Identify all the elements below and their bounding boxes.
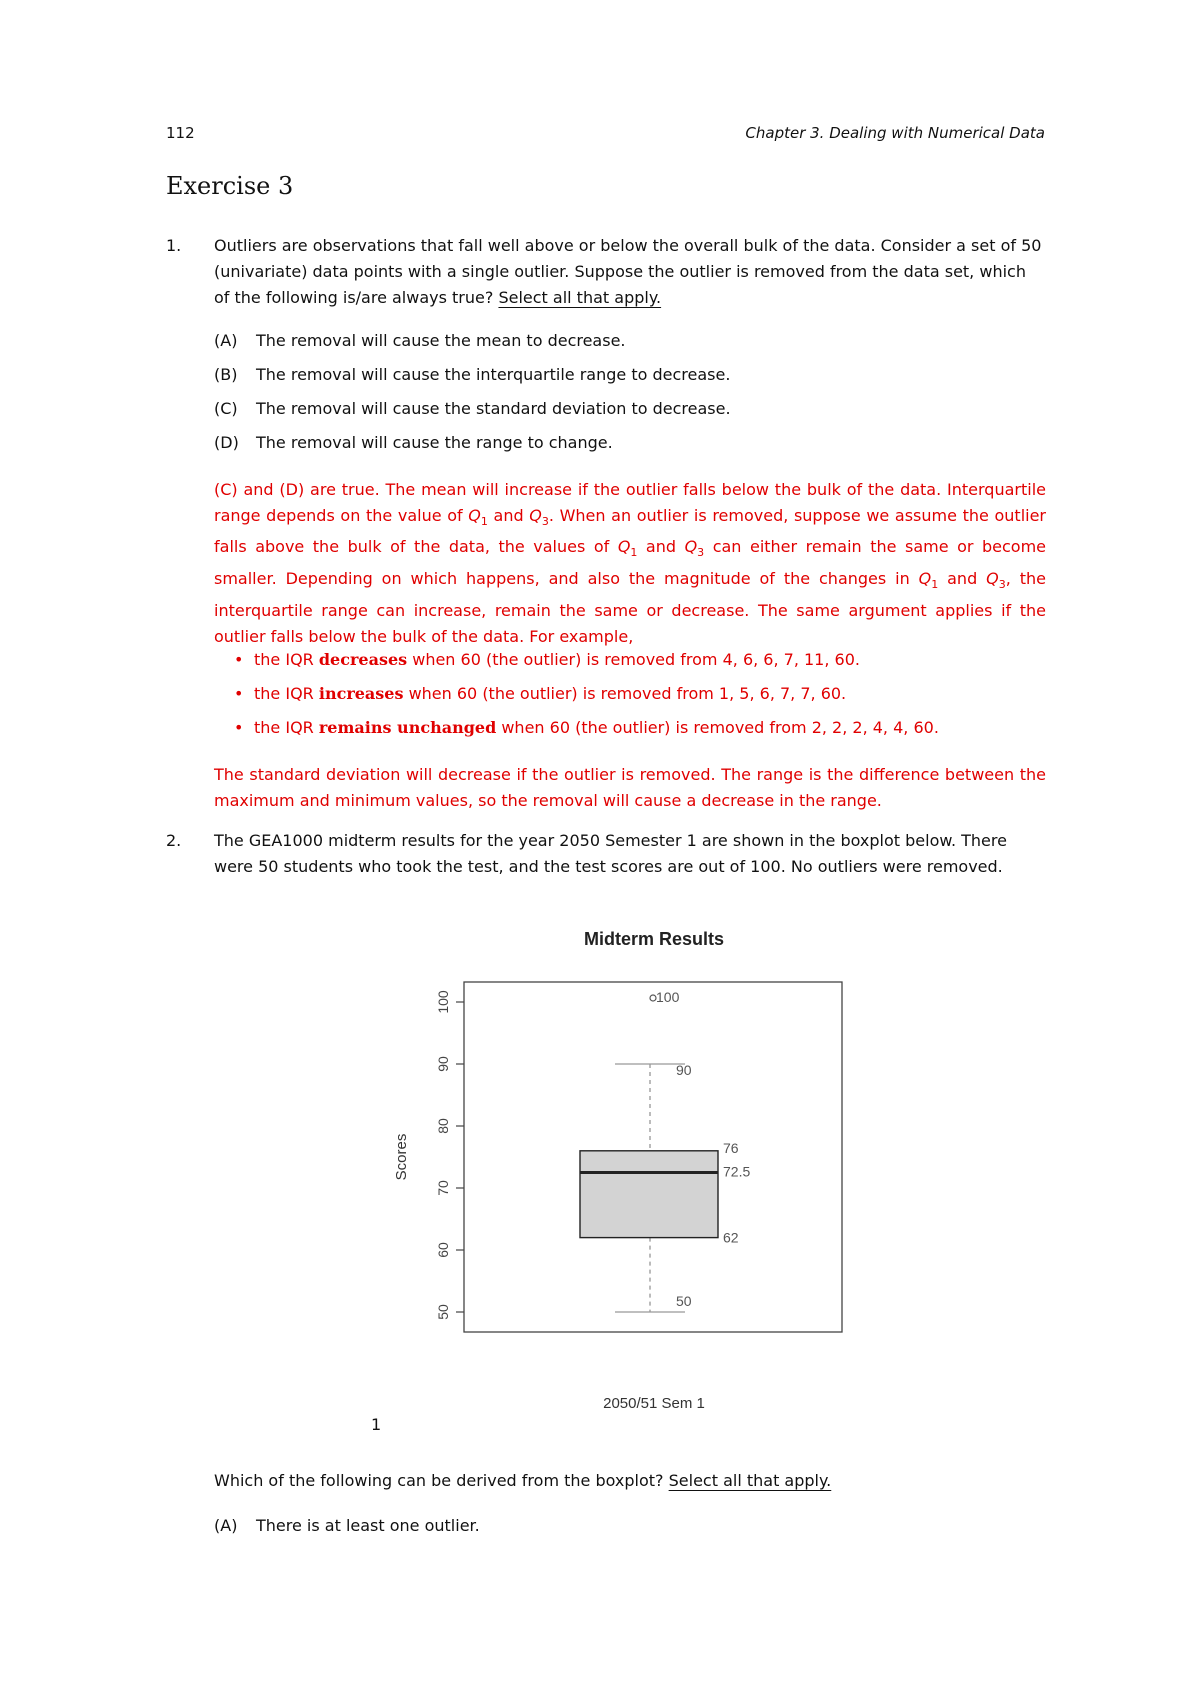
option-d: (D) The removal will cause the range to change. [214, 433, 613, 452]
list-item: • the IQR decreases when 60 (the outlier) is removed from 4, 6, 6, 7, 11, 60. [234, 647, 1046, 681]
y-tick-label: 100 [435, 990, 451, 1014]
answer-explanation: (C) and (D) are true. The mean will increase if the outlier falls below the bulk of the data. Interquartile range depends on the value of $Q_1$ and $Q_3$. When an outlier is removed, suppose we assume the outlier falls above the bulk of the data, the values of $Q_1$ and $Q_3$ can either remain the same or become smaller. Depending on which happens, and also the magnitude of the changes in $Q_1$ and $Q_3$, the interquartile range can increase, remain the same or decrease. The same argument applies if the outlier falls below the bulk of the data. For example, [214, 480, 1047, 646]
question-1 [166, 233, 1046, 311]
question-1-options [214, 328, 1044, 464]
boxplot-chart [380, 920, 850, 1415]
bullet-icon: • [234, 718, 244, 737]
value-annotation: 76 [723, 1139, 739, 1156]
answer-examples [234, 647, 1046, 749]
question-2 [166, 828, 1046, 880]
question-number: 2. [166, 831, 182, 850]
value-annotation: 100 [656, 989, 680, 1005]
y-axis-ticks [435, 990, 464, 1320]
x-axis-label: 2050/51 Sem 1 [603, 1395, 705, 1412]
bullet-icon: • [234, 650, 244, 669]
box-series [580, 989, 750, 1312]
select-all-label: Select all that apply. [498, 288, 662, 307]
select-all-label: Select all that apply. [668, 1471, 832, 1490]
option-b: (B) The removal will cause the interquartile range to decrease. [214, 365, 731, 384]
question-text: The GEA1000 midterm results for the year 2050 Semester 1 are shown in the boxplot below. There were 50 students who took the test, and the test scores are out of 100. No outliers were removed. [214, 831, 1007, 876]
list-item: • the IQR increases when 60 (the outlier) is removed from 1, 5, 6, 7, 7, 60. [234, 681, 1046, 715]
y-tick-label: 50 [435, 1304, 451, 1320]
option-a: (A) The removal will cause the mean to decrease. [214, 331, 626, 350]
page-number: 112 [166, 124, 195, 142]
question-text: Outliers are observations that fall well above or below the overall bulk of the data. Consider a set of 50 (univariate) data points with a single outlier. Suppose the outlier is removed from the data set, which of the following is/are always true? Select all that apply. [214, 236, 1042, 307]
option-a: (A) There is at least one outlier. [214, 1516, 480, 1535]
y-tick-label: 80 [435, 1118, 451, 1134]
answer-closing: The standard deviation will decrease if the outlier is removed. The range is the difference between the maximum and minimum values, so the removal will cause a decrease in the range. [214, 765, 1046, 810]
bullet-icon: • [234, 684, 244, 703]
value-annotation: 72.5 [723, 1163, 751, 1180]
question-number: 1. [166, 236, 182, 255]
question-2-options [214, 1513, 1044, 1547]
exercise-title: Exercise 3 [166, 172, 294, 200]
question-2-prompt: Which of the following can be derived from the boxplot? Select all that apply. [214, 1471, 832, 1490]
iqr-box [580, 1151, 718, 1238]
chapter-title: Chapter 3. Dealing with Numerical Data [745, 124, 1045, 142]
footnote-marker: 1 [371, 1415, 382, 1434]
y-tick-label: 90 [435, 1056, 451, 1072]
y-tick-label: 60 [435, 1242, 451, 1258]
value-annotation: 50 [676, 1293, 692, 1309]
y-axis-label: Scores [393, 1133, 410, 1181]
y-tick-label: 70 [435, 1180, 451, 1196]
value-annotation: 62 [723, 1229, 739, 1246]
chart-title: Midterm Results [583, 929, 725, 949]
option-c: (C) The removal will cause the standard deviation to decrease. [214, 399, 731, 418]
value-annotation: 90 [676, 1062, 692, 1078]
list-item: • the IQR remains unchanged when 60 (the outlier) is removed from 2, 2, 2, 4, 4, 60. [234, 715, 1046, 749]
